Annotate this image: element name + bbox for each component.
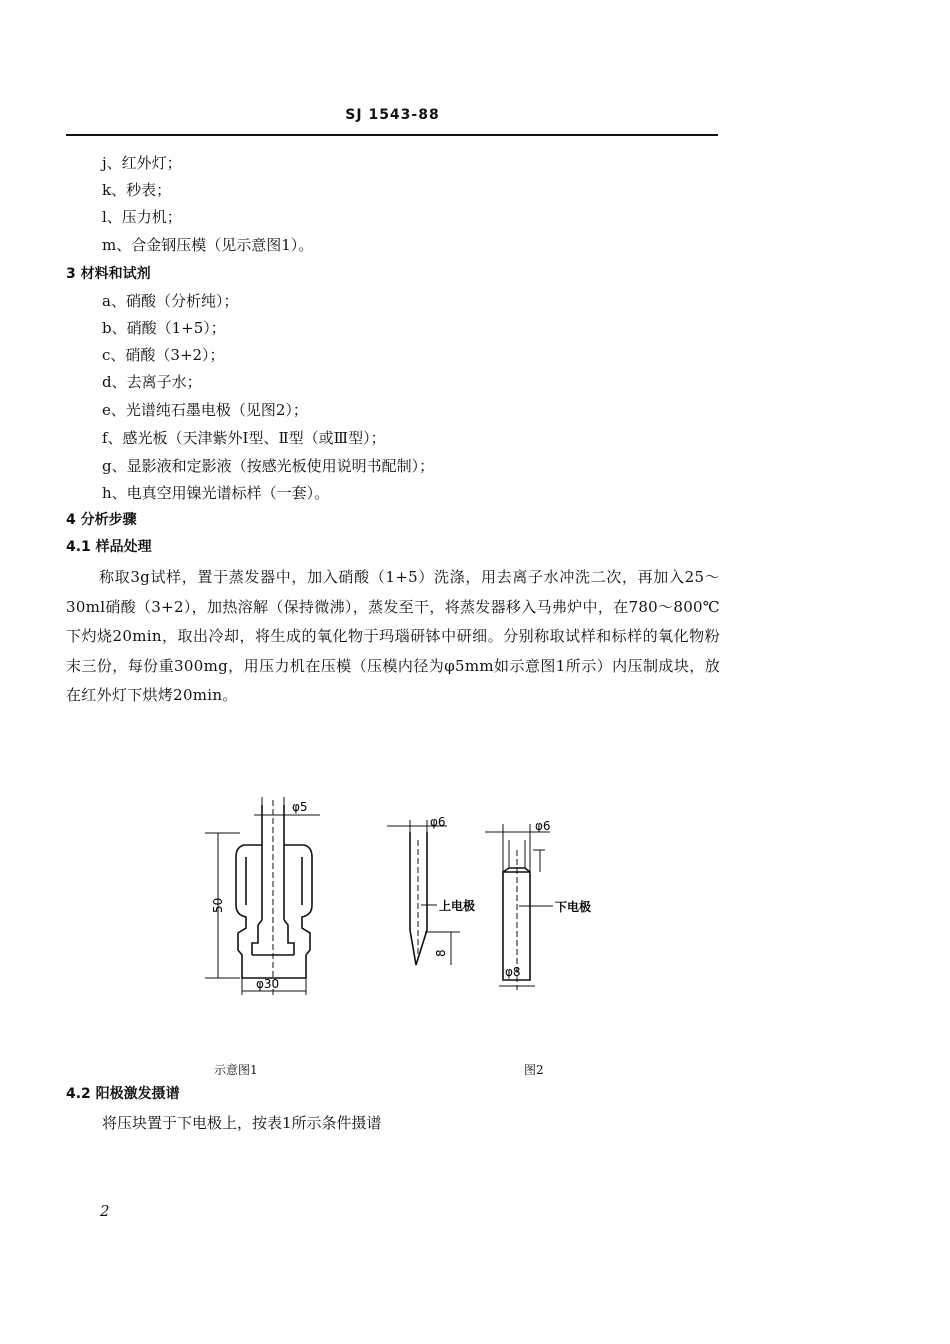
anodic-excitation-text: 将压块置于下电极上，按表1所示条件摄谱 [102,1114,382,1132]
reagent-item-g: g、显影液和定影液（按感光板使用说明书配制）； [102,457,435,475]
section-4-2-title: 4.2 阳极激发摄谱 [66,1086,180,1102]
upper-tip-dim-label: 8 [434,949,448,957]
dim-height-label: 50 [211,897,225,913]
figure-2-caption: 图2 [524,1063,544,1077]
standard-number-header: SJ 1543-88 [345,107,440,123]
upper-dim-label: φ6 [430,815,446,829]
die-body-outline [236,845,312,978]
figure-1-die-diagram [200,795,330,1005]
reagent-item-a: a、硝酸（分析纯）； [102,292,239,310]
figure-1-caption: 示意图1 [214,1063,258,1077]
section-4-1-title: 4.1 样品处理 [66,539,152,555]
apparatus-item-k: k、秒表； [102,181,172,199]
reagent-item-h: h、电真空用镍光谱标样（一套）。 [102,484,330,502]
lower-electrode-label: 下电极 [555,900,592,914]
upper-electrode-label: 上电极 [439,899,476,913]
apparatus-item-l: l、压力机； [102,208,182,226]
apparatus-item-m: m、合金钢压模（见示意图1）。 [102,236,314,254]
apparatus-item-j: j、红外灯； [102,154,182,172]
page-number: 2 [100,1202,110,1220]
reagent-item-e: e、光谱纯石墨电极（见图2）； [102,401,308,419]
figure-2-electrodes-diagram [385,810,610,1000]
reagent-item-f: f、感光板（天津紫外Ⅰ型、Ⅱ型（或Ⅲ型）； [102,429,386,447]
section-3-title: 3 材料和试剂 [66,266,151,282]
dim-top-label: φ5 [292,800,308,814]
section-4-title: 4 分析步骤 [66,512,137,528]
reagent-item-c: c、硝酸（3+2）； [102,346,225,364]
header-rule [66,134,718,136]
reagent-item-b: b、硝酸（1+5）； [102,319,226,337]
sample-treatment-paragraph: 称取3g试样，置于蒸发器中，加入硝酸（1+5）洗涤，用去离子水冲洗二次，再加入25～30ml硝酸（3+2），加热溶解（保持微沸），蒸发至干，将蒸发器移入马弗炉中，在780～800℃下灼烧20min，取出冷却，将生成的氧化物于玛瑙研钵中研细。分别称取试样和标样的氧化物粉末三份，每份重300mg，用压力机在压模（压模内径为φ5mm如示意图1所示）内压制成块，放在红外灯下烘烤20min。 [66,568,720,704]
lower-top-dim-label: φ6 [535,819,551,833]
reagent-item-d: d、去离子水； [102,373,202,391]
lower-bottom-dim-label: φ8 [505,965,521,979]
dim-bottom-label: φ30 [256,977,280,991]
